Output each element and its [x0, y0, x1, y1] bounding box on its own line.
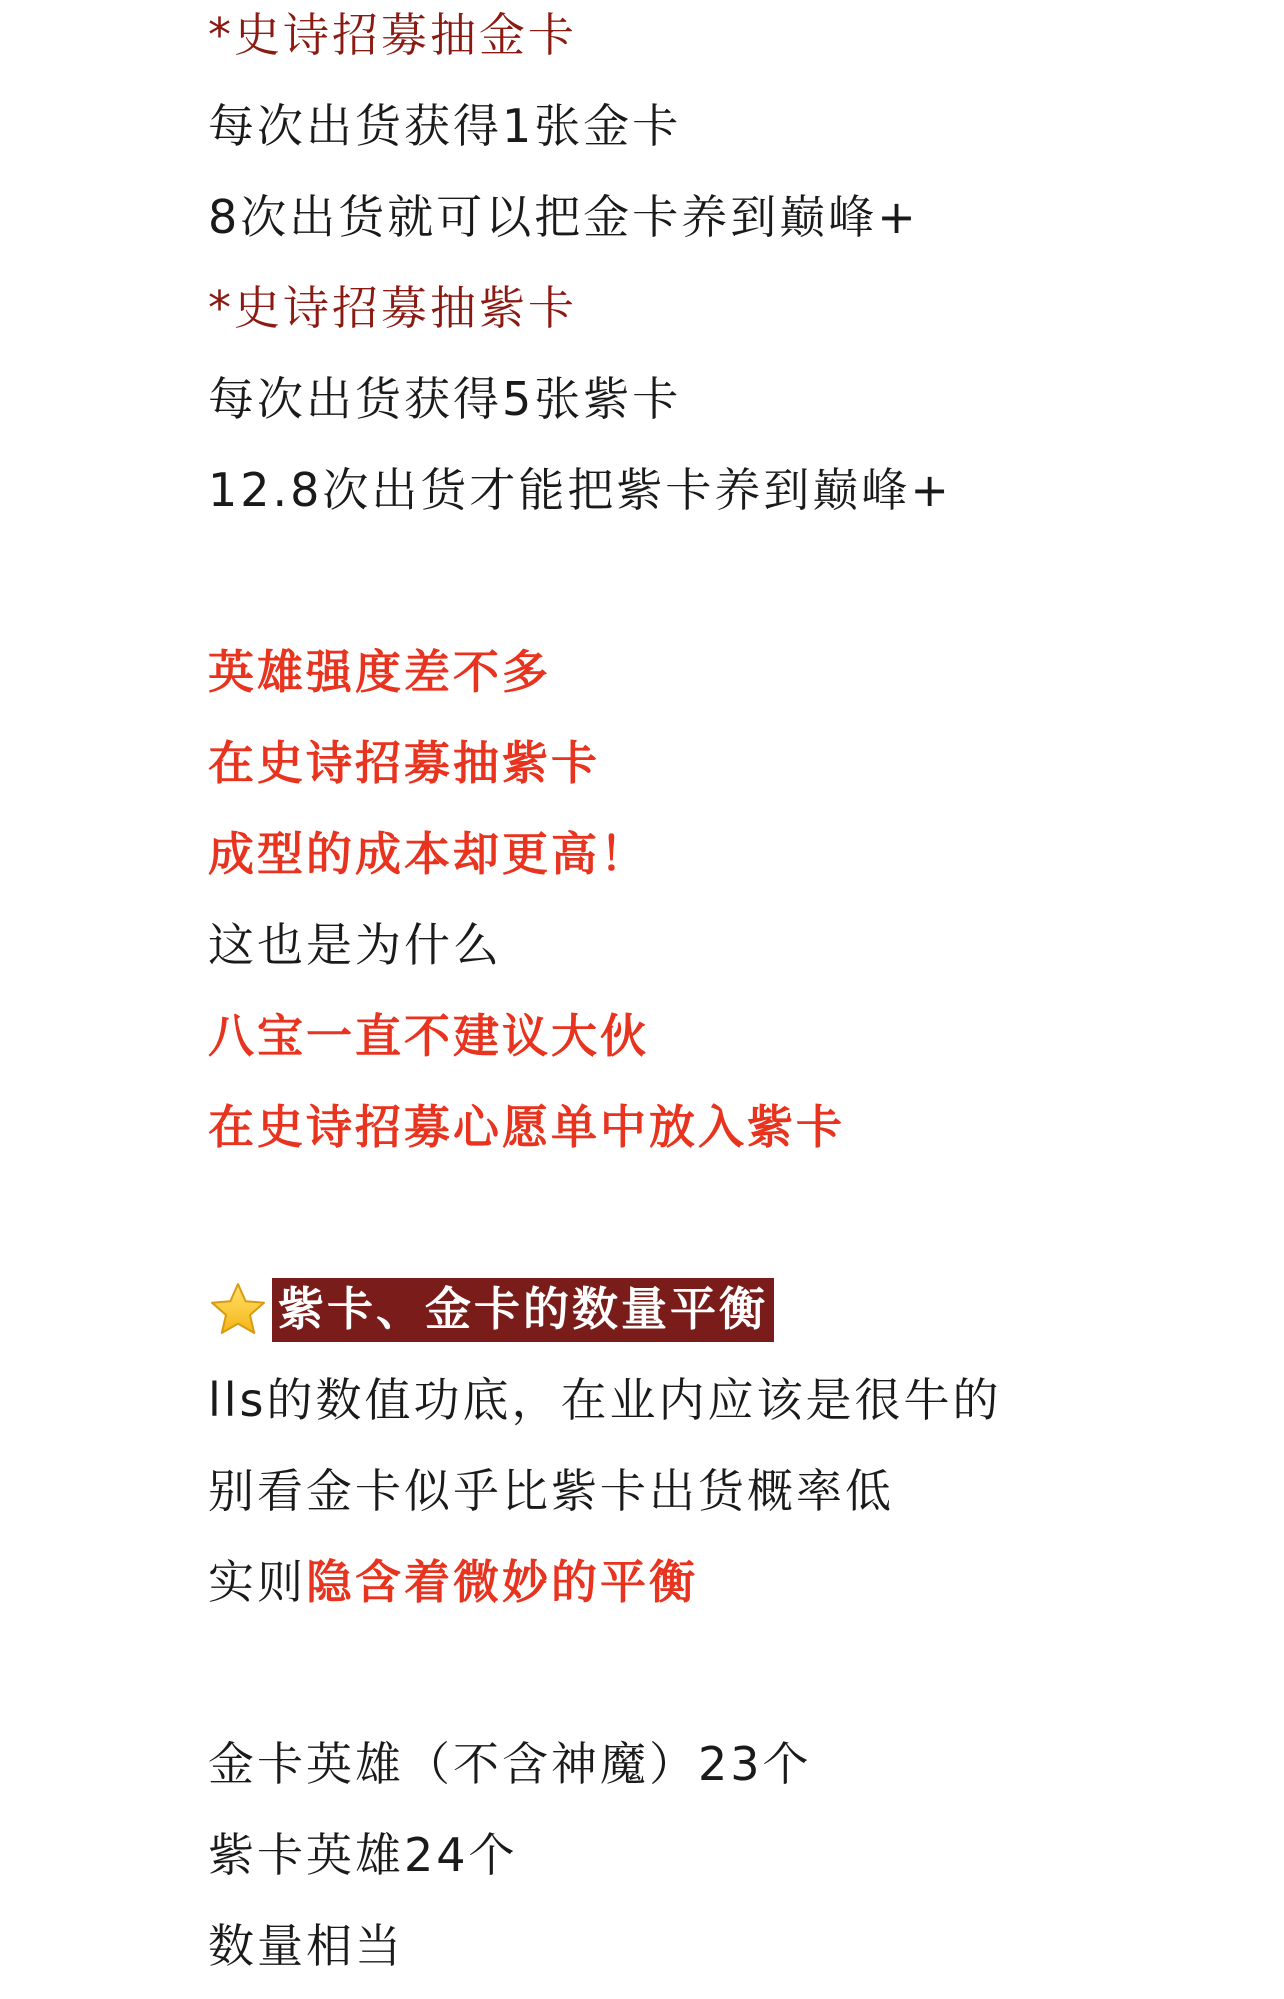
balance-line-2: 别看金卡似乎比紫卡出货概率低: [208, 1464, 894, 1518]
count-line-1: 金卡英雄（不含神魔）23个: [208, 1737, 812, 1791]
gold-card-line-2: 8次出货就可以把金卡养到巅峰+: [208, 190, 919, 244]
article-body: [208, 0, 1248, 1992]
balance-heading-row: [208, 1264, 1248, 1355]
advice-line-4: 这也是为什么: [208, 918, 502, 972]
advice-line-6: 在史诗招募心愿单中放入紫卡: [208, 1100, 845, 1154]
star-icon: [208, 1279, 268, 1339]
count-line-2: 紫卡英雄24个: [208, 1828, 518, 1882]
gold-card-heading: *史诗招募抽金卡: [208, 8, 577, 62]
balance-line-3-plain: 实则: [208, 1555, 306, 1609]
purple-card-line-2: 12.8次出货才能把紫卡养到巅峰+: [208, 463, 952, 517]
balance-line-3: [208, 1537, 1248, 1628]
advice-line-2: 在史诗招募抽紫卡: [208, 736, 600, 790]
gold-card-line-1: 每次出货获得1张金卡: [208, 99, 682, 153]
advice-line-3: 成型的成本却更高！: [208, 827, 649, 881]
advice-line-1: 英雄强度差不多: [208, 645, 551, 699]
balance-heading: 紫卡、金卡的数量平衡: [272, 1278, 774, 1342]
purple-card-line-1: 每次出货获得5张紫卡: [208, 372, 682, 426]
paragraph-gap: [208, 1173, 1248, 1264]
balance-line-1: lls的数值功底，在业内应该是很牛的: [208, 1373, 1002, 1427]
paragraph-gap: [208, 536, 1248, 627]
paragraph-gap: [208, 1628, 1248, 1719]
purple-card-heading: *史诗招募抽紫卡: [208, 281, 577, 335]
balance-line-3-emphasis: 隐含着微妙的平衡: [306, 1555, 698, 1609]
count-line-3: 数量相当: [208, 1919, 404, 1973]
advice-line-5: 八宝一直不建议大伙: [208, 1009, 649, 1063]
